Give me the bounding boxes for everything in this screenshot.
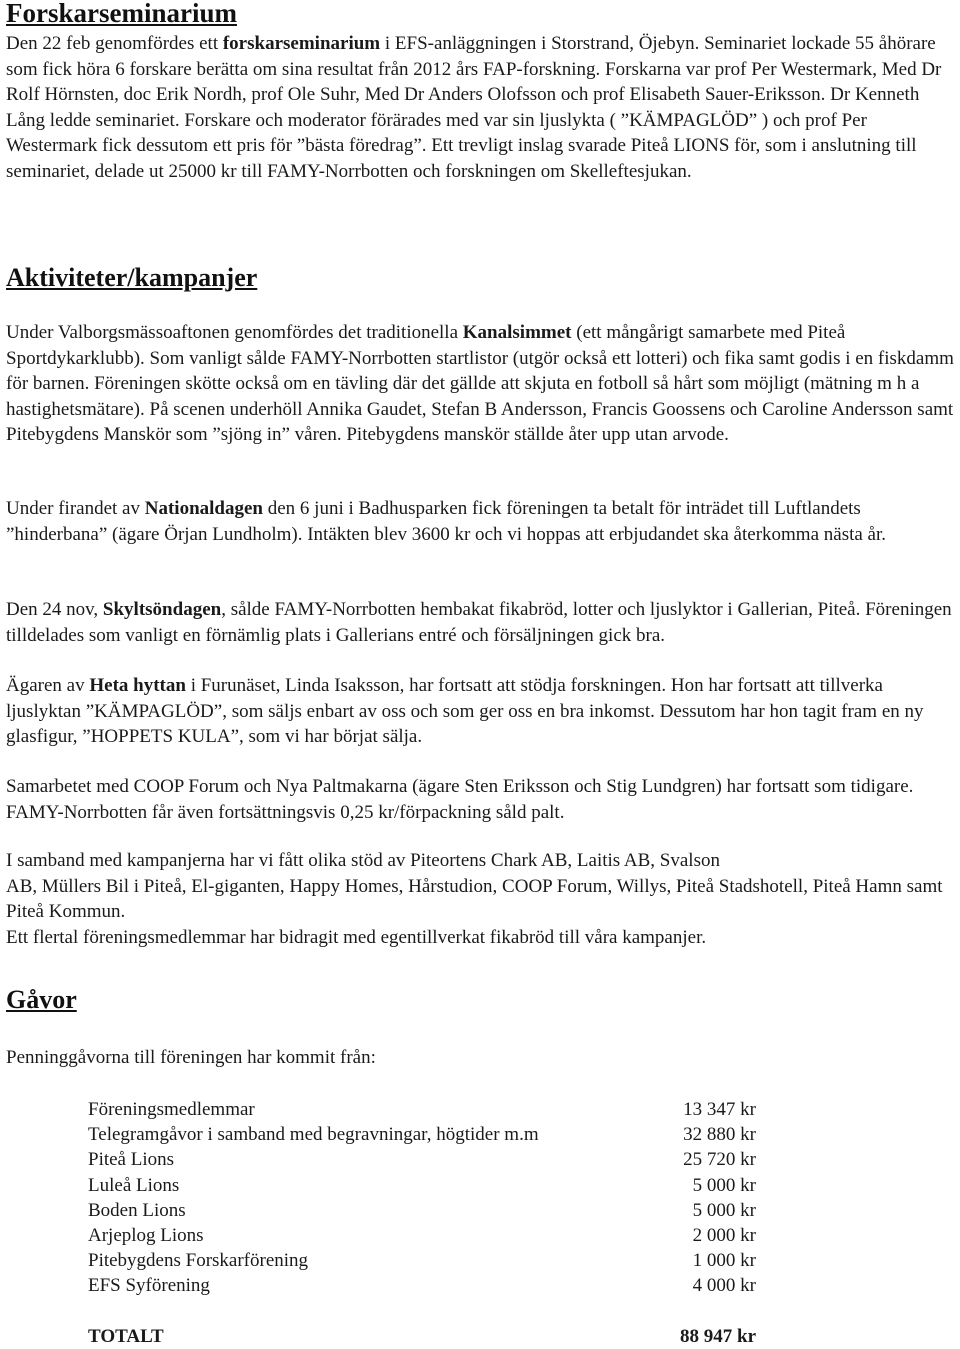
text-span: Under firandet av (6, 498, 145, 519)
paragraph-skyltsondagen (6, 597, 956, 648)
heading-forskarseminarium: Forskarseminarium (6, 0, 237, 28)
total-row (88, 1299, 756, 1349)
text-span: I samband med kampanjerna har vi fått olika stöd av Piteortens Chark AB, Laitis AB, Svalson (6, 850, 720, 871)
table-row (88, 1248, 756, 1273)
gifts-table (88, 1097, 756, 1349)
gift-source: Arjeplog Lions (88, 1225, 204, 1247)
table-row (88, 1173, 756, 1198)
bold-term: Nationaldagen (144, 498, 263, 519)
text-span: Under Valborgsmässoaftonen genomfördes det traditionella (6, 322, 463, 343)
total-label: TOTALT (88, 1325, 164, 1347)
table-row (88, 1097, 756, 1122)
gift-amount: 25 720 kr (683, 1149, 756, 1171)
gift-amount: 2 000 kr (692, 1225, 756, 1247)
text-span: den 6 juni i Badhusparken fick föreningen ta betalt för inträdet till Luftlandets ”hinderbana” (ägare Örjan Lundholm). Intäkten blev 3600 kr och vi hoppas att erbjudandet ska återkomma nästa år. (6, 498, 887, 545)
gift-amount: 5 000 kr (692, 1174, 756, 1196)
table-row (88, 1122, 756, 1147)
heading-gavor: Gåvor (6, 985, 77, 1014)
text-span: Den 22 feb genomfördes ett (6, 33, 223, 54)
gift-source: Telegramgåvor i samband med begravningar, högtider m.m (88, 1124, 539, 1146)
gift-source: EFS Syförening (88, 1275, 210, 1297)
gift-amount: 13 347 kr (683, 1099, 756, 1120)
table-row (88, 1147, 756, 1172)
gift-source: Boden Lions (88, 1199, 186, 1221)
total-amount: 88 947 kr (680, 1325, 756, 1347)
table-row (88, 1223, 756, 1248)
text-span: Den 24 nov, (6, 599, 103, 620)
text-span: Ett flertal föreningsmedlemmar har bidragit med egentillverkat fikabröd till våra kampanjer. (6, 926, 707, 948)
text-span: , sålde FAMY-Norrbotten hembakat fikabröd, lotter och ljuslyktor i Gallerian, Piteå. Föreningen tilldelades som vanligt en förnämlig plats i Gallerians entré och försäljningen gick bra. (6, 599, 952, 646)
gift-source: Föreningsmedlemmar (88, 1099, 255, 1120)
paragraph-coop: Samarbetet med COOP Forum och Nya Paltmakarna (ägare Sten Eriksson och Stig Lundgren) har fortsatt som tidigare. FAMY-Norrbotten får även fortsättningsvis 0,25 kr/förpackning såld palt. (6, 776, 914, 823)
gift-amount: 1 000 kr (692, 1250, 756, 1272)
bold-term: Kanalsimmet (462, 322, 572, 343)
text-span: i Furunäset, Linda Isaksson, har fortsatt att stödja forskningen. Hon har fortsatt att tillverka ljuslyktan ”KÄMPAGLÖD”, som säljs enbart av oss och som ger oss en bra inkomst. Dessutom har hon tagit fram en ny glasfigur, ”HOPPETS KULA”, som vi har börjat sälja. (6, 675, 924, 747)
paragraph-heta-hyttan (6, 673, 956, 750)
bold-term: forskarseminarium (222, 33, 381, 54)
paragraph-nationaldagen (6, 496, 956, 547)
gift-amount: 5 000 kr (692, 1199, 756, 1221)
paragraph-sponsors (6, 848, 956, 950)
gift-source: Luleå Lions (88, 1174, 180, 1196)
gift-source: Pitebygdens Forskarförening (88, 1250, 309, 1272)
text-span: i EFS-anläggningen i Storstrand, Öjebyn. Seminariet lockade 55 åhörare som fick höra 6 forskare berätta om sina resultat från 2012 års FAP-forskning. Forskarna var prof Per Westermark, Med Dr Rolf Hörnsten, doc Erik Nordh, prof Ole Suhr, Med Dr Anders Olofsson och prof Elisabeth Sauer-Eriksson. Dr Kenneth Lång ledde seminariet. Forskare och moderator förärades med var sin ljuslykta ( ”KÄMPAGLÖD” ) och prof Per Westermark fick dessutom ett pris för ”bästa föredrag”. Ett trevligt inslag svarade Piteå LIONS för, som i anslutning till seminariet, delade ut 25000 kr till FAMY-Norrbotten och forskningen om Skelleftesjukan. (6, 33, 942, 182)
gift-amount: 4 000 kr (692, 1275, 756, 1297)
bold-term: Heta hyttan (89, 675, 186, 696)
gift-amount: 32 880 kr (683, 1124, 756, 1146)
bold-term: Skyltsöndagen (102, 599, 222, 620)
table-row (88, 1198, 756, 1223)
gift-source: Piteå Lions (88, 1149, 175, 1171)
heading-aktiviteter: Aktiviteter/kampanjer (6, 263, 258, 292)
table-row (88, 1273, 756, 1298)
text-span: (ett mångårigt samarbete med Piteå Sportdykarklubb). Som vanligt sålde FAMY-Norrbotten startlistor (utgör också ett lotteri) och fika samt godis i en fiskdamm för barnen. Föreningen skötte också om en tävling där det gällde att skjuta en fotboll så hårt som möjligt (mätning m h a hastighetsmätare). På scenen underhöll Annika Gaudet, Stefan B Andersson, Francis Goossens och Caroline Andersson samt Pitebygdens Manskör som ”sjöng in” våren. Pitebygdens manskör ställde åter upp utan arvode. (6, 322, 954, 445)
paragraph-seminar (6, 31, 956, 184)
text-span: AB, Müllers Bil i Piteå, El-giganten, Happy Homes, Hårstudion, COOP Forum, Willys, Piteå Stadshotell, Piteå Hamn samt Piteå Kommun. (6, 875, 943, 922)
paragraph-kanalsimmet (6, 320, 956, 448)
paragraph-gifts-intro: Penninggåvorna till föreningen har kommit från: (6, 1047, 376, 1068)
text-span: Ägaren av (6, 675, 90, 696)
